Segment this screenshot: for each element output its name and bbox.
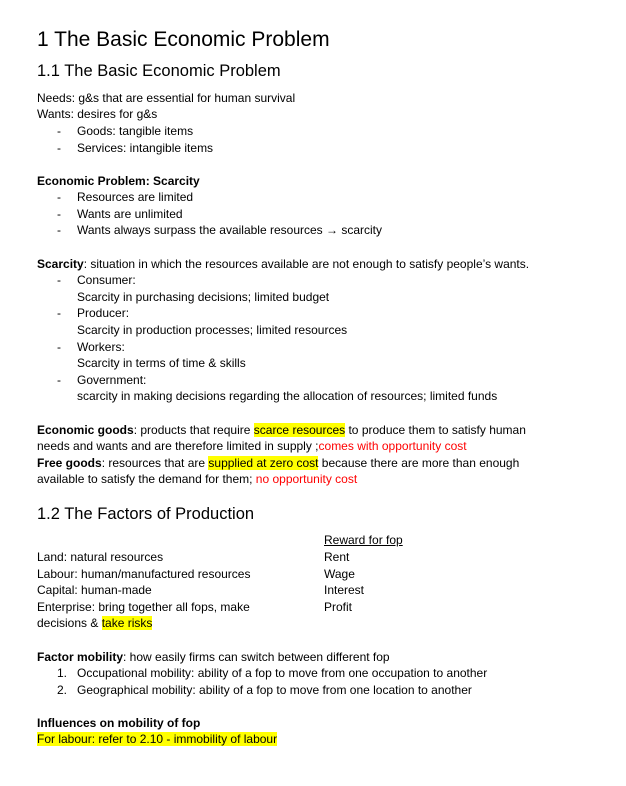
page-title: 1 The Basic Economic Problem (37, 28, 330, 51)
econ-problem-item: Wants are unlimited (77, 207, 183, 221)
factor-enterprise: Enterprise: bring together all fops, make (37, 600, 250, 614)
text-span: : how easily firms can switch between different fop (123, 650, 390, 664)
scarcity-item-label: Government: (77, 373, 147, 387)
economic-goods-line-2 (37, 438, 467, 454)
scarcity-item-desc: Scarcity in production processes; limited resources (77, 323, 348, 337)
list-number: 2. (57, 683, 68, 697)
bullet-marker: - (57, 124, 61, 138)
scarcity-item-label: Consumer: (77, 273, 136, 287)
factor-land: Land: natural resources (37, 550, 164, 564)
wants-line: Wants: desires for g&s (37, 107, 158, 121)
scarcity-item-desc: scarcity in making decisions regarding the allocation of resources; limited funds (77, 389, 498, 403)
factor-mobility-definition (37, 649, 390, 665)
scarcity-item-label: Producer: (77, 306, 130, 320)
econ-problem-item: Wants always surpass the available resources → scarcity (77, 223, 383, 237)
text-span: because there are more than enough (318, 456, 520, 470)
text-span: available to satisfy the demand for them; (37, 472, 256, 486)
reward-rent: Rent (324, 550, 350, 564)
scarcity-term: Scarcity (37, 257, 84, 271)
scarcity-item-desc: Scarcity in purchasing decisions; limited budget (77, 290, 330, 304)
econ-problem-item: Resources are limited (77, 190, 194, 204)
mobility-item-geographical: Geographical mobility: ability of a fop to move from one location to another (77, 683, 472, 697)
factor-labour: Labour: human/manufactured resources (37, 567, 251, 581)
red-note-no-opportunity-cost: no opportunity cost (255, 472, 358, 486)
text-span: : resources that are (101, 456, 209, 470)
bullet-marker: - (57, 306, 61, 320)
text-span: : products that require (133, 423, 254, 437)
reward-column-header: Reward for fop (324, 533, 403, 547)
highlight-labour-reference: For labour: refer to 2.10 - immobility of labour (37, 732, 278, 746)
bullet-marker: - (57, 373, 61, 387)
economic-goods-line-1 (37, 422, 526, 438)
reward-profit: Profit (324, 600, 353, 614)
factor-capital: Capital: human-made (37, 583, 152, 597)
wants-item: Services: intangible items (77, 141, 214, 155)
factor-enterprise-line-2 (37, 615, 152, 631)
section-heading-1-1: 1.1 The Basic Economic Problem (37, 62, 281, 80)
scarcity-item-label: Workers: (77, 340, 125, 354)
econ-problem-heading: Economic Problem: Scarcity (37, 174, 200, 188)
text-span: decisions & (37, 616, 102, 630)
wants-item: Goods: tangible items (77, 124, 194, 138)
text-span: needs and wants and are therefore limited in supply ; (37, 439, 319, 453)
bullet-marker: - (57, 273, 61, 287)
mobility-item-occupational: Occupational mobility: ability of a fop to move from one occupation to another (77, 666, 488, 680)
scarcity-definition (37, 256, 529, 272)
factor-mobility-term: Factor mobility (37, 650, 124, 664)
highlight-scarce-resources: scarce resources (253, 423, 346, 437)
scarcity-item-desc: Scarcity in terms of time & skills (77, 356, 246, 370)
highlight-zero-cost: supplied at zero cost (208, 456, 319, 470)
free-goods-line-1 (37, 455, 519, 471)
bullet-marker: - (57, 207, 61, 221)
influences-heading: Influences on mobility of fop (37, 716, 201, 730)
free-goods-line-2 (37, 471, 357, 487)
free-goods-term: Free goods (37, 456, 102, 470)
bullet-marker: - (57, 190, 61, 204)
highlight-take-risks: take risks (101, 616, 153, 630)
bullet-marker: - (57, 340, 61, 354)
needs-line: Needs: g&s that are essential for human survival (37, 91, 296, 105)
reward-wage: Wage (324, 567, 355, 581)
text-span: to produce them to satisfy human (345, 423, 526, 437)
reward-interest: Interest (324, 583, 365, 597)
red-note-opportunity-cost: comes with opportunity cost (318, 439, 467, 453)
bullet-marker: - (57, 223, 61, 237)
influences-labour-line (37, 731, 277, 747)
bullet-marker: - (57, 141, 61, 155)
economic-goods-term: Economic goods (37, 423, 134, 437)
list-number: 1. (57, 666, 68, 680)
scarcity-def-text: : situation in which the resources available are not enough to satisfy people’s wants. (83, 257, 530, 271)
section-heading-1-2: 1.2 The Factors of Production (37, 505, 255, 523)
